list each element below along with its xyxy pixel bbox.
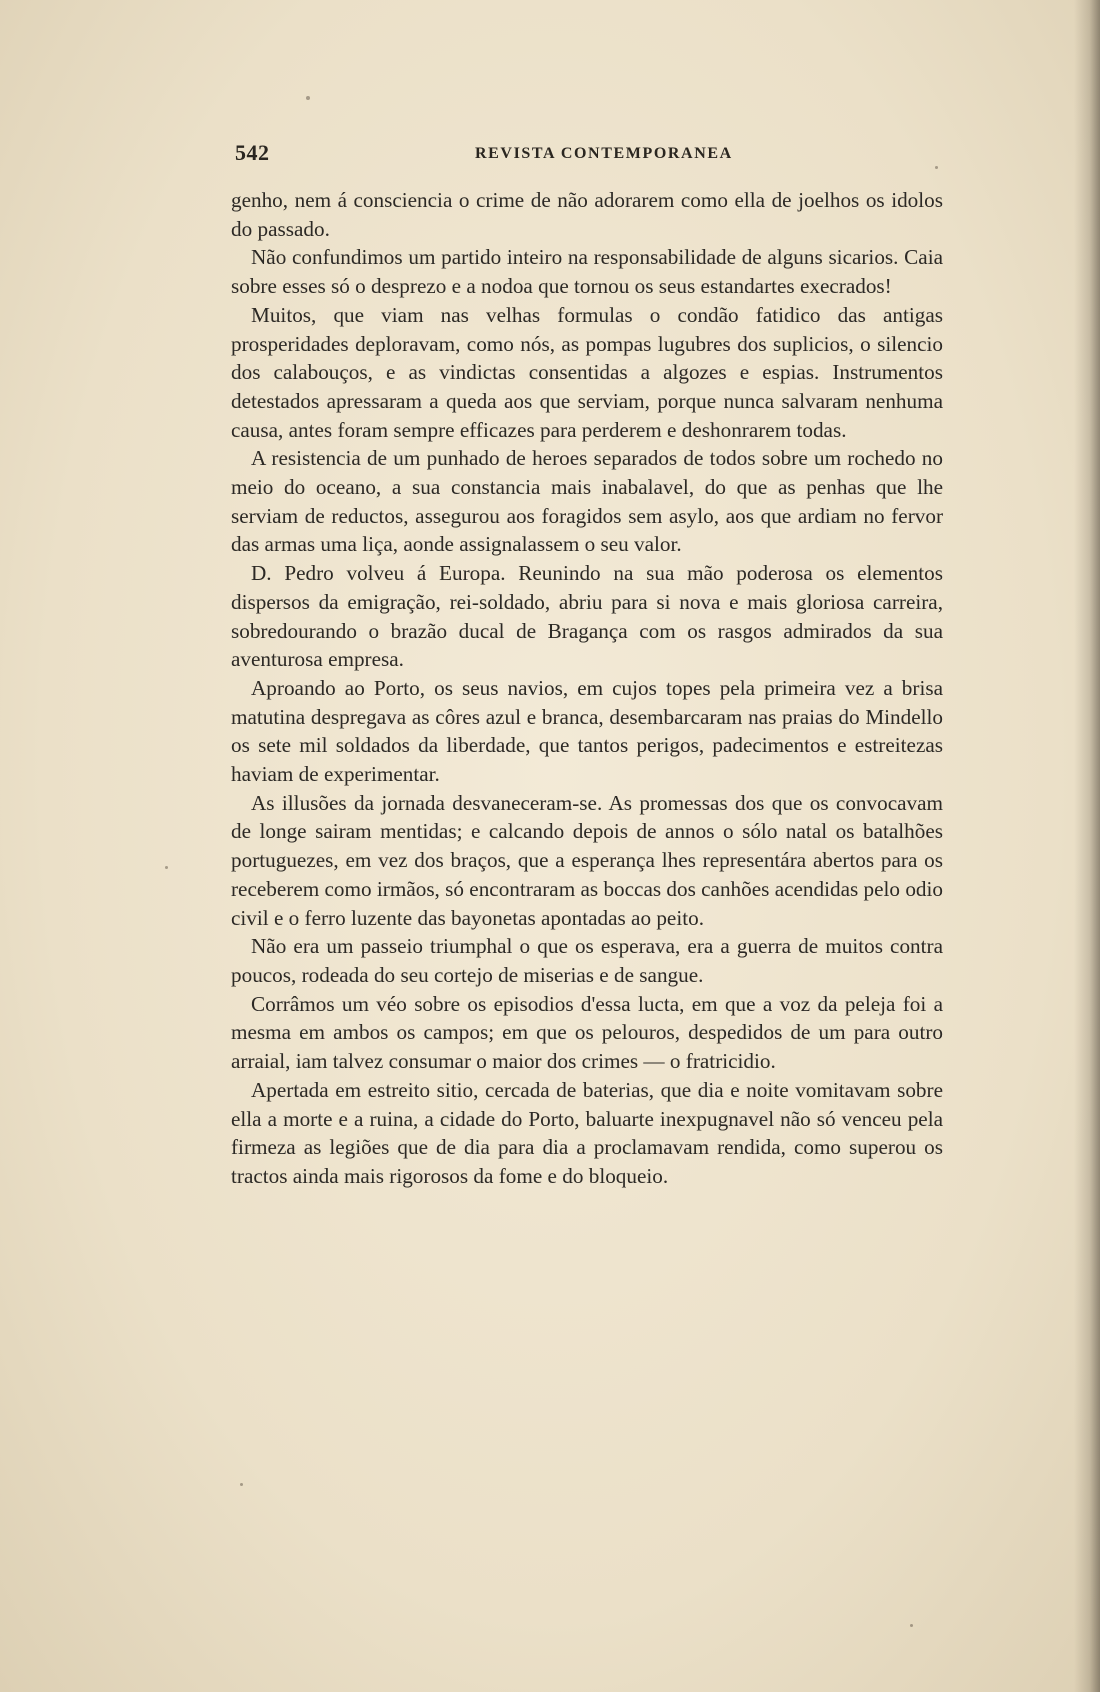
paper-speck [240, 1483, 243, 1486]
paragraph: D. Pedro volveu á Europa. Reunindo na sua mão poderosa os elementos dispersos da emigração, rei-soldado, abriu para si nova e mais gloriosa carreira, sobredourando o brazão ducal de Bragança com os rasgos admirados da sua aventurosa empresa. [231, 561, 943, 672]
paragraph: A resistencia de um punhado de heroes separados de todos sobre um rochedo no meio do oceano, a sua constancia mais inabalavel, do que as penhas que lhe serviam de reductos, assegurou aos foragidos sem asylo, aos que ardiam no fervor das armas uma liça, aonde assignalassem o seu valor. [231, 446, 943, 557]
paper-speck [935, 166, 938, 169]
paragraph: Corrâmos um véo sobre os episodios d'essa lucta, em que a voz da peleja foi a mesma em ambos os campos; em que os pelouros, despedidos de um para outro arraial, iam talvez consumar o maior dos crimes — o fratricidio. [231, 991, 943, 1074]
page-header [235, 140, 935, 170]
body-text [231, 186, 943, 1191]
page-number: 542 [235, 140, 270, 165]
paragraph: Não confundimos um partido inteiro na responsabilidade de alguns sicarios. Caia sobre esses só o desprezo e a nodoa que tornou os seus estandartes execrados! [231, 245, 943, 299]
paragraph: Muitos, que viam nas velhas formulas o condão fatidico das antigas prosperidades deploravam, como nós, as pompas lugubres dos suplicios, o silencio dos calabouços, e as vindictas consentidas a algozes e espias. Instrumentos detestados apressaram a queda aos que serviam, porque nunca salvaram nenhuma causa, antes foram sempre efficazes para perderem e deshonrarem todas. [231, 302, 943, 442]
paper-speck [306, 96, 310, 100]
running-title: REVISTA CONTEMPORANEA [475, 145, 733, 162]
spine-shadow [1074, 0, 1100, 1692]
paragraph: Apertada em estreito sitio, cercada de baterias, que dia e noite vomitavam sobre ella a morte e a ruina, a cidade do Porto, baluarte inexpugnavel não só venceu pela firmeza as legiões que de dia para dia a proclamavam rendida, como superou os tractos ainda mais rigorosos da fome e do bloqueio. [231, 1077, 943, 1188]
paragraph: Não era um passeio triumphal o que os esperava, era a guerra de muitos contra poucos, rodeada do seu cortejo de miserias e de sangue. [231, 934, 943, 987]
paper-speck [165, 866, 168, 869]
paragraph: As illusões da jornada desvaneceram-se. As promessas dos que os convocavam de longe sairam mentidas; e calcando depois de annos o sólo natal os batalhões portuguezes, em vez dos braços, que a esperança lhes representára abertos para os receberem como irmãos, só encontraram as boccas dos canhões acendidas pelo odio civil e o ferro luzente das bayonetas apontadas ao peito. [231, 790, 943, 930]
paragraph: genho, nem á consciencia o crime de não adorarem como ella de joelhos os idolos do passado. [231, 188, 943, 241]
paragraph: Aproando ao Porto, os seus navios, em cujos topes pela primeira vez a brisa matutina despregava as côres azul e branca, desembarcaram nas praias do Mindello os sete mil soldados da liberdade, que tantos perigos, padecimentos e estreitezas haviam de experimentar. [231, 675, 943, 787]
paper-speck [910, 1624, 913, 1627]
